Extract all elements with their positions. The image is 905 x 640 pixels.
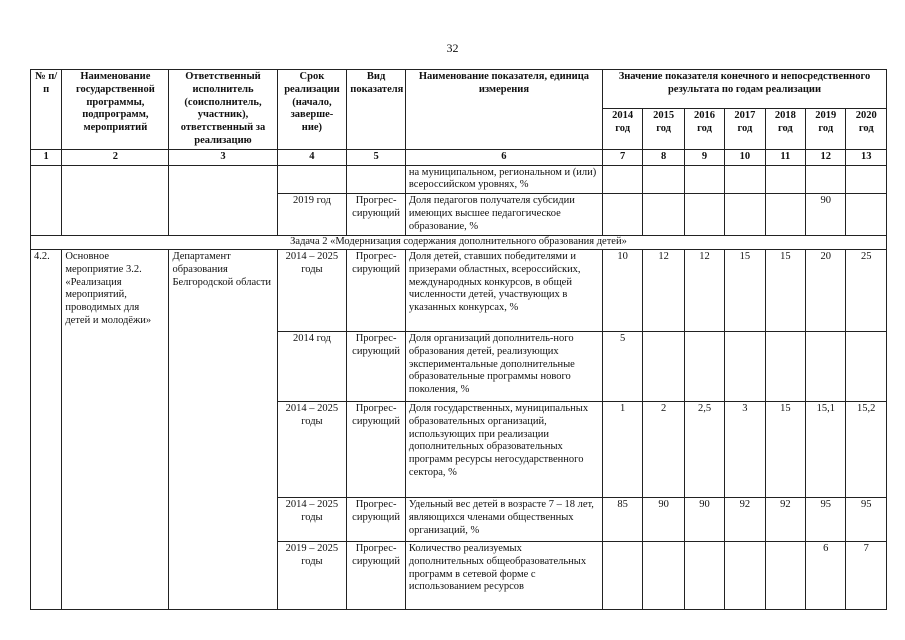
column-number: 1 xyxy=(31,149,62,165)
value-cell: 2 xyxy=(643,401,684,497)
column-number-row xyxy=(31,149,887,165)
header-year-2014: 2014 год xyxy=(602,108,642,149)
header-period: Срок реализации (начало, заверше-ние) xyxy=(277,70,347,150)
indicator-name-cell: Доля детей, ставших победителями и призерами областных, всероссийских, международных конкурсов, в общей численности детей, участвующих в указанных конкурсах, % xyxy=(405,249,602,331)
value-cell xyxy=(725,541,765,609)
header-year-2018: 2018 год xyxy=(765,108,805,149)
value-cell: 1 xyxy=(602,401,642,497)
value-cell: 12 xyxy=(684,249,724,331)
value-cell: 5 xyxy=(602,331,642,401)
value-cell: 7 xyxy=(846,541,887,609)
value-cell: 92 xyxy=(725,497,765,541)
column-number: 4 xyxy=(277,149,347,165)
table-row xyxy=(31,249,887,331)
column-number: 12 xyxy=(806,149,846,165)
table-row xyxy=(31,165,887,194)
period-cell: 2014 – 2025 годы xyxy=(277,249,347,331)
column-number: 13 xyxy=(846,149,887,165)
indicator-name-cell: на муниципальном, региональном и (или) всероссийском уровнях, % xyxy=(405,165,602,194)
header-program-name: Наименование государственной программы, подпрограмм, мероприятий xyxy=(62,70,169,150)
column-number: 10 xyxy=(725,149,765,165)
value-cell xyxy=(643,194,684,236)
measure-number: 4.2. xyxy=(31,249,62,609)
value-cell xyxy=(725,331,765,401)
indicator-type-cell: Прогрес-сирующий xyxy=(347,401,406,497)
period-cell: 2014 – 2025 годы xyxy=(277,401,347,497)
column-number: 7 xyxy=(602,149,642,165)
executor-cell xyxy=(169,165,277,236)
header-number: № п/п xyxy=(31,70,62,150)
value-cell: 92 xyxy=(765,497,805,541)
value-cell xyxy=(602,541,642,609)
value-cell: 6 xyxy=(806,541,846,609)
value-cell xyxy=(765,331,805,401)
indicator-name-cell: Доля государственных, муниципальных образовательных организаций, использующих при реализации дополнительных образовательных программ ресурсы негосударственного сектора, % xyxy=(405,401,602,497)
value-cell xyxy=(846,165,887,194)
value-cell xyxy=(643,331,684,401)
indicator-type-cell: Прогрес-сирующий xyxy=(347,194,406,236)
value-cell xyxy=(684,331,724,401)
value-cell: 15,2 xyxy=(846,401,887,497)
value-cell: 95 xyxy=(806,497,846,541)
value-cell xyxy=(806,331,846,401)
indicator-name-cell: Удельный вес детей в возрасте 7 – 18 лет, являющихся членами общественных организаций, % xyxy=(405,497,602,541)
value-cell xyxy=(765,165,805,194)
task-title: Задача 2 «Модернизация содержания дополнительного образования детей» xyxy=(31,236,887,250)
indicator-type-cell: Прогрес-сирующий xyxy=(347,497,406,541)
value-cell: 3 xyxy=(725,401,765,497)
value-cell xyxy=(602,165,642,194)
value-cell xyxy=(725,194,765,236)
value-cell xyxy=(684,165,724,194)
column-number: 5 xyxy=(347,149,406,165)
program-name-cell xyxy=(62,165,169,236)
column-number: 8 xyxy=(643,149,684,165)
indicator-type-cell: Прогрес-сирующий xyxy=(347,331,406,401)
indicator-name-cell: Количество реализуемых дополнительных общеобразовательных программ в сетевой форме с использованием ресурсов xyxy=(405,541,602,609)
value-cell xyxy=(806,165,846,194)
header-year-2015: 2015 год xyxy=(643,108,684,149)
value-cell: 95 xyxy=(846,497,887,541)
column-number: 9 xyxy=(684,149,724,165)
value-cell xyxy=(684,541,724,609)
indicator-type-cell xyxy=(347,165,406,194)
value-cell xyxy=(684,194,724,236)
header-indicator-name: Наименование показателя, единица измерения xyxy=(405,70,602,150)
value-cell: 85 xyxy=(602,497,642,541)
value-cell: 15,1 xyxy=(806,401,846,497)
value-cell: 2,5 xyxy=(684,401,724,497)
period-cell xyxy=(277,165,347,194)
value-cell: 15 xyxy=(725,249,765,331)
period-cell: 2019 год xyxy=(277,194,347,236)
value-cell xyxy=(602,194,642,236)
header-year-2019: 2019 год xyxy=(806,108,846,149)
value-cell: 12 xyxy=(643,249,684,331)
value-cell xyxy=(725,165,765,194)
value-cell: 90 xyxy=(806,194,846,236)
indicator-table xyxy=(30,69,887,610)
indicator-type-cell: Прогрес-сирующий xyxy=(347,541,406,609)
value-cell xyxy=(643,541,684,609)
value-cell: 20 xyxy=(806,249,846,331)
period-cell: 2014 год xyxy=(277,331,347,401)
indicator-name-cell: Доля организаций дополнитель-ного образования детей, реализующих экспериментальные дополнительные образовательные программы нового поколения, % xyxy=(405,331,602,401)
value-cell xyxy=(765,541,805,609)
period-cell: 2019 – 2025 годы xyxy=(277,541,347,609)
measure-name: Основное мероприятие 3.2. «Реализация мероприятий, проводимых для детей и молодёжи» xyxy=(62,249,169,609)
value-cell: 90 xyxy=(684,497,724,541)
value-cell: 15 xyxy=(765,401,805,497)
header-indicator-type: Вид показателя xyxy=(347,70,406,150)
value-cell xyxy=(846,331,887,401)
page-number: 32 xyxy=(446,41,459,55)
value-cell: 15 xyxy=(765,249,805,331)
column-number: 11 xyxy=(765,149,805,165)
column-number: 3 xyxy=(169,149,277,165)
task-row xyxy=(31,236,887,250)
header-year-2016: 2016 год xyxy=(684,108,724,149)
value-cell: 10 xyxy=(602,249,642,331)
indicator-name-cell: Доля педагогов получателя субсидии имеющих высшее педагогическое образование, % xyxy=(405,194,602,236)
header-values-group: Значение показателя конечного и непосредственного результата по годам реализации xyxy=(602,70,886,109)
value-cell: 25 xyxy=(846,249,887,331)
indicator-type-cell: Прогрес-сирующий xyxy=(347,249,406,331)
number-cell xyxy=(31,165,62,236)
header-executor: Ответственный исполнитель (соисполнитель, участник), ответственный за реализацию xyxy=(169,70,277,150)
value-cell: 90 xyxy=(643,497,684,541)
value-cell xyxy=(765,194,805,236)
column-number: 6 xyxy=(405,149,602,165)
column-number: 2 xyxy=(62,149,169,165)
header-year-2020: 2020 год xyxy=(846,108,887,149)
value-cell xyxy=(846,194,887,236)
period-cell: 2014 – 2025 годы xyxy=(277,497,347,541)
measure-executor: Департамент образования Белгородской области xyxy=(169,249,277,609)
header-year-2017: 2017 год xyxy=(725,108,765,149)
value-cell xyxy=(643,165,684,194)
